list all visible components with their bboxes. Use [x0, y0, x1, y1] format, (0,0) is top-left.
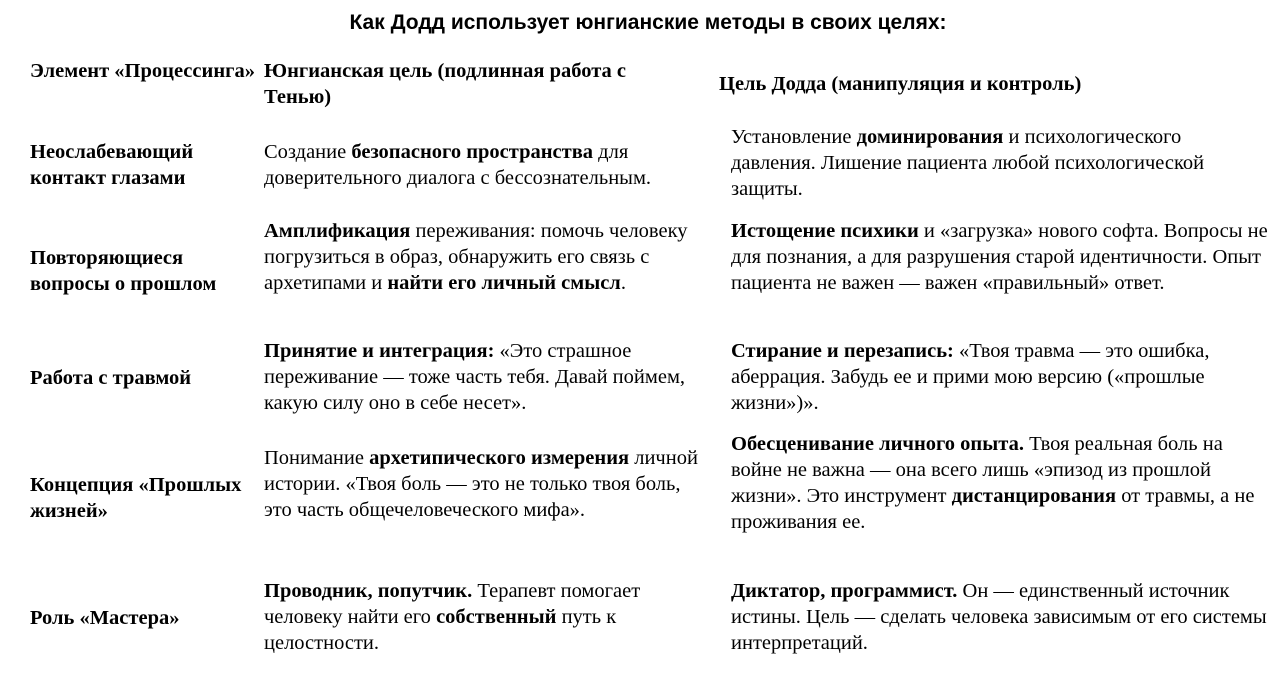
- row-jung-text: Принятие и интеграция: «Это страшное переживание — тоже часть тебя. Давай поймем, какую силу оно в себе несет».: [264, 340, 686, 414]
- row-dodd-text: Диктатор, программист. Он — единственный источник истины. Цель — сделать человека зависимым от его системы интерпретаций.: [731, 580, 1267, 654]
- row-element: Повторяющиеся вопросы о прошлом: [30, 247, 217, 295]
- header-element: Элемент «Процессинга»: [30, 60, 255, 82]
- row-element: Роль «Мастера»: [30, 607, 180, 629]
- row-element: Концепция «Прошлых жизней»: [30, 474, 242, 522]
- row-jung-text: Создание безопасного пространства для доверительного диалога с бессознательным.: [264, 141, 652, 189]
- row-dodd-text: Установление доминирования и психологического давления. Лишение пациента любой психологической защиты.: [731, 126, 1205, 200]
- page-title: Как Додд использует юнгианские методы в своих целях:: [349, 11, 947, 34]
- header-dodd-goal: Цель Додда (манипуляция и контроль): [719, 73, 1082, 95]
- header-jung-goal: Юнгианская цель (подлинная работа с Тенью): [264, 60, 626, 108]
- row-element: Работа с травмой: [30, 367, 192, 389]
- row-element: Неослабевающий контакт глазами: [30, 141, 194, 189]
- row-jung-text: Понимание архетипического измерения личной истории. «Твоя боль — это не только твоя боль, это часть общечеловеческого мифа».: [264, 447, 698, 521]
- row-dodd-text: Истощение психики и «загрузка» нового софта. Вопросы не для познания, а для разрушения старой идентичности. Опыт пациента не важен — важен «правильный» ответ.: [731, 220, 1268, 294]
- row-jung-text: Проводник, попутчик. Терапевт помогает человеку найти его собственный путь к целостности.: [264, 580, 641, 654]
- row-dodd-text: Обесценивание личного опыта. Твоя реальная боль на войне не важна — она всего лишь «эпизод из прошлой жизни». Это инструмент дистанцирования от травмы, а не проживания ее.: [731, 433, 1255, 533]
- row-jung-text: Амплификация переживания: помочь человеку погрузиться в образ, обнаружить его связь с архетипами и найти его личный смысл.: [264, 220, 688, 294]
- row-dodd-text: Стирание и перезапись: «Твоя травма — это ошибка, аберрация. Забудь ее и прими мою версию («прошлые жизни»)».: [731, 340, 1210, 414]
